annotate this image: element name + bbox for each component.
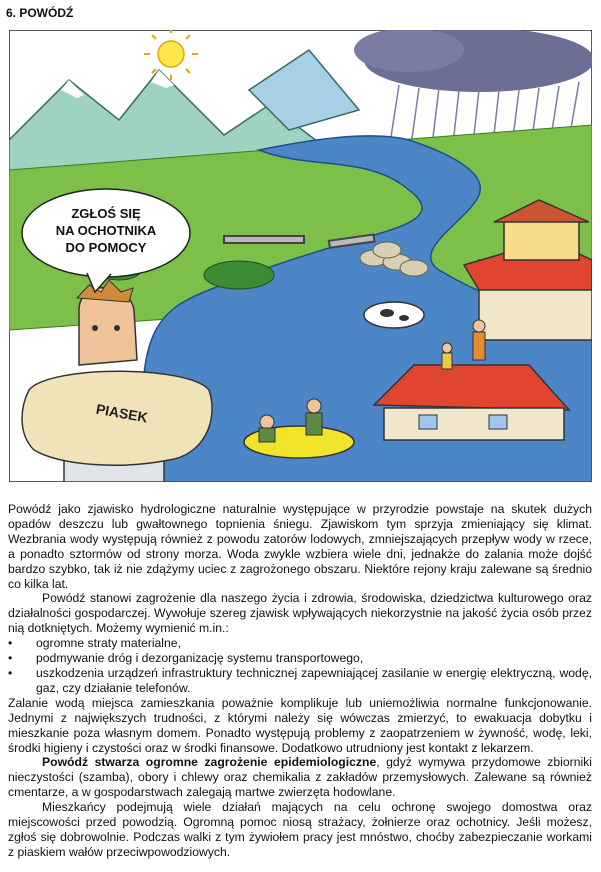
effects-list [8,636,592,696]
paragraph-2: Powódź stanowi zagrożenie dla naszego życia i zdrowia, środowiska, dziedzictwa kulturowego oraz działalności gospodarczej. Wywołuje szereg zjawisk wpływających niekorzystnie na jakość życia osób przez nią dotkniętych. Możemy wymienić m.in.: [8,591,592,636]
flood-illustration [9,30,592,482]
paragraph-5: Mieszkańcy podejmują wiele działań mających na celu ochronę swojego domostwa oraz miejscowości przed powodzią. Ogromną pomoc niosą strażacy, żołnierze oraz ochotnicy. Jeśli możesz, zgłoś się dobrowolnie. Podczas walki z tym żywiołem pracy jest mnóstwo, choćby zabezpieczanie workami z piaskiem wałów przeciwpowodziowych. [8,800,592,859]
paragraph-1: Powódź jako zjawisko hydrologiczne naturalnie występujące w przyrodzie powstaje na skutek dużych opadów deszczu lub gwałtownego topnienia śniegu. Zjawiskom tym sprzyja zmieniający się klimat. Wezbrania wody występują również z powodu zatorów lodowych, zmniejszających przepływ wody w rzece, a ponadto sztormów od strony morza. Woda zwykle wzbiera wiele dni, jednakże do zalania może dojść bardzo szybko, tak iż nie zdążymy uciec z zagrożonego obszaru. Niektóre rejony kraju zalewane są średnio co kilka lat. [8,502,592,591]
cow-icon [364,302,424,328]
list-item: • ogromne straty materialne, [8,636,592,651]
speech-bubble-line-3: DO POMOCY [65,240,147,255]
flooded-house-roof-icon [374,365,569,440]
sack-label: PIASEK [94,400,149,426]
paragraph-4-emphasis: Powódź stwarza ogromne zagrożenie epidemiologiczne [42,755,377,770]
sandbag-sack-icon [22,371,212,465]
article-body [8,502,592,860]
speech-bubble-line-1: ZGŁOŚ SIĘ [71,206,141,221]
speech-bubble-line-2: NA OCHOTNIKA [55,223,157,238]
page-title: 6. POWÓDŹ [6,6,74,20]
paragraph-4-rest: , gdyż wymywa przydomowe zbiorniki nieczystości (szamba), obory i chlewy oraz chemikalia z zakładów przemysłowych. Zalewane są również cmentarze, a w gospodarstwach zalegają martwe zwierzęta hodowlane. [8,755,592,800]
paragraph-3: Zalanie wodą miejsca zamieszkania poważnie komplikuje lub uniemożliwia normalne funkcjonowanie. Jednymi z największych trudności, z którymi należy się wówczas zmierzyć, to ewakuacja dobytku i mieszkanie poza własnym domem. Ponadto występują problemy z zaopatrzeniem w żywność, wodę, leki, środki higieny i czystości oraz w środki finansowe. Dodatkowo utrudniony jest kontakt z lekarzem. [8,695,592,755]
list-item: • podmywanie dróg i dezorganizację systemu transportowego, [8,651,592,666]
paragraph-4 [8,755,592,800]
list-item: • uszkodzenia urządzeń infrastruktury technicznej zapewniającej zasilanie w energię elektryczną, wodę, gaz, czy działanie telefonów. [8,666,592,696]
